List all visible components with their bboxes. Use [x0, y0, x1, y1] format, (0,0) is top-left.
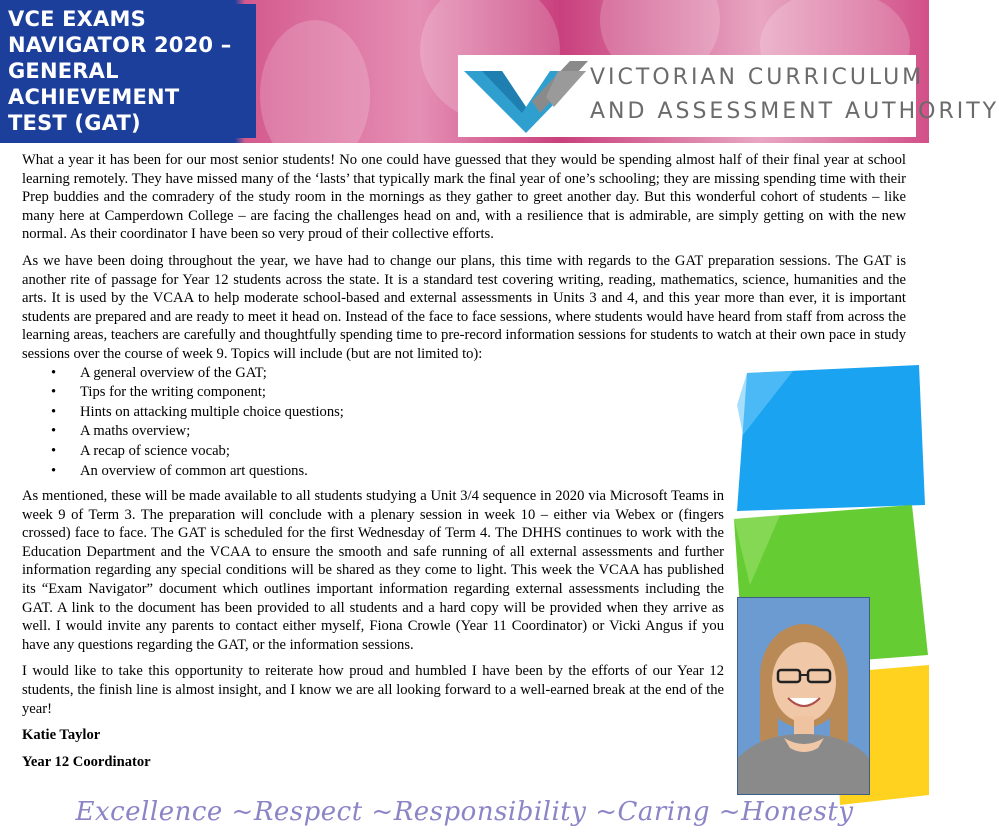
header-banner [0, 0, 999, 143]
banner-title-line: ACHIEVEMENT [8, 85, 180, 109]
bullet-icon: • [51, 423, 57, 440]
vcaa-logo-mark-icon [462, 57, 588, 135]
vcaa-logo-text [590, 61, 999, 129]
list-item-text: Tips for the writing component; [80, 384, 266, 401]
list-item-text: Hints on attacking multiple choice questions; [80, 403, 344, 420]
topics-list [22, 364, 724, 482]
bullet-icon: • [51, 462, 57, 479]
banner-title [6, 4, 256, 138]
vcaa-logo-line: VICTORIAN CURRICULUM [590, 65, 925, 90]
banner-title-line: VCE EXAMS [8, 7, 146, 31]
list-item [22, 383, 724, 403]
banner-title-line: GENERAL [8, 59, 119, 83]
portrait-icon [738, 598, 869, 794]
blue-sticky-note [733, 365, 928, 515]
banner-title-line: TEST (GAT) [8, 111, 141, 135]
school-motto: Excellence ~Respect ~Responsibility ~Caring ~Honesty [75, 797, 854, 827]
vcaa-logo-line: AND ASSESSMENT AUTHORITY [590, 99, 999, 124]
article-paragraph: What a year it has been for our most senior students! No one could have guessed that they would be spending almost half of their final year at school learning remotely. They have missed many of the ‘lasts’ that typically mark the final year of one’s schooling; they are missing spending time with their Prep buddies and the comradery of the study room in the mornings as they gather to greet another day. But this wonderful cohort of students – like many here at Camperdown College – are facing the challenges head on and, with a resilience that is admirable, are simply getting on with the new normal. As their coordinator I have been so very proud of their collective efforts. [22, 152, 906, 243]
article-paragraph: As we have been doing throughout the year, we have had to change our plans, this time with regards to the GAT preparation sessions. The GAT is another rite of passage for Year 12 students across the state. It is a standard test covering writing, reading, mathematics, science, humanities and the arts. It is used by the VCAA to help moderate school-based and external assessments in Units 3 and 4, and this year more than ever, it is important students are prepared and are ready to meet it head on. Instead of the face to face sessions, where students would have heard from staff from across the learning areas, teachers are carefully and thoughtfully spending time to pre-record information sessions for students to watch at their own pace in study sessions over the course of week 9. Topics will include (but are not limited to): [22, 252, 906, 362]
signature-name: Katie Taylor [22, 727, 101, 744]
article-body [22, 151, 906, 779]
list-item-text: A recap of science vocab; [80, 442, 230, 459]
bullet-icon: • [51, 442, 57, 459]
list-item [22, 442, 724, 462]
bullet-icon: • [51, 364, 57, 381]
bullet-icon: • [51, 384, 57, 401]
list-item [22, 364, 724, 384]
signature-role: Year 12 Coordinator [22, 753, 151, 770]
list-item [22, 462, 724, 482]
list-item [22, 422, 724, 442]
article-paragraph: I would like to take this opportunity to reiterate how proud and humbled I have been by the efforts of our Year 12 students, the finish line is almost insight, and I know we are all looking forward to a well-earned break at the end of the year! [22, 663, 724, 717]
article-paragraph: As mentioned, these will be made available to all students studying a Unit 3/4 sequence in 2020 via Microsoft Teams in week 9 of Term 3. The preparation will conclude with a plenary session in week 10 – either via Webex or (fingers crossed) face to face. The GAT is scheduled for the first Wednesday of Term 4. The DHHS continues to work with the Education Department and the VCAA to ensure the smooth and safe running of all external assessments and further information regarding any special conditions will be shared as they come to light. This week the VCAA has published its “Exam Navigator” document which outlines important information regarding external assessments including the GAT. A link to the document has been provided to all students and a hard copy will be provided when they arrive as well. I would invite any parents to contact either myself, Fiona Crowle (Year 11 Coordinator) or Vicki Angus if you have any questions regarding the GAT, or the information sessions. [22, 488, 724, 653]
banner-title-line: NAVIGATOR 2020 – [8, 33, 232, 57]
bullet-icon: • [51, 403, 57, 420]
list-item [22, 403, 724, 423]
list-item-text: An overview of common art questions. [80, 462, 308, 479]
list-item-text: A general overview of the GAT; [80, 364, 267, 381]
coordinator-photo [737, 597, 870, 795]
vcaa-logo [458, 55, 999, 137]
list-item-text: A maths overview; [80, 423, 191, 440]
